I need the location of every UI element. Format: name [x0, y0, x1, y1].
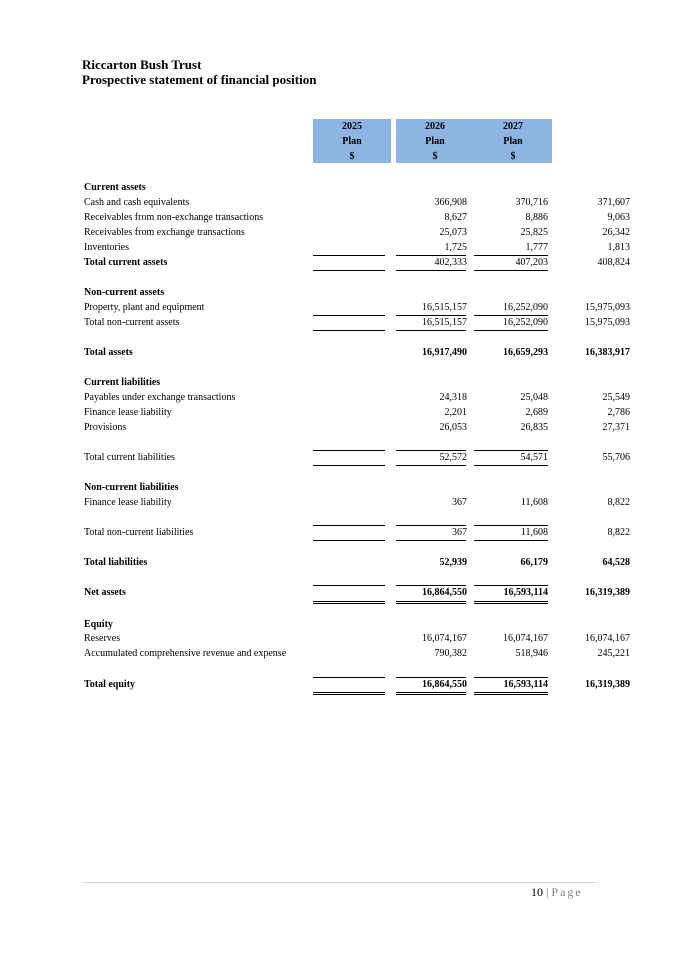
- page-footer: [531, 885, 583, 899]
- double-rule: [396, 601, 466, 602]
- value-2027: 1,813: [607, 242, 630, 253]
- value-2027: 15,975,093: [585, 317, 630, 328]
- page-label: Page: [551, 885, 583, 899]
- value-2025: 24,318: [439, 392, 467, 403]
- row-label: Total assets: [84, 347, 133, 358]
- value-2025: 790,382: [434, 648, 467, 659]
- footer-divider: [82, 882, 597, 883]
- value-2026: 16,593,114: [503, 679, 548, 690]
- value-2025: 367: [452, 497, 467, 508]
- table-row: [84, 496, 630, 510]
- value-2027: 371,607: [597, 197, 630, 208]
- statement-name: Prospective statement of financial position: [82, 72, 317, 87]
- total-row-net-assets: [84, 586, 630, 600]
- section-heading: Non-current liabilities: [84, 482, 179, 493]
- row-label: Receivables from exchange transactions: [84, 227, 245, 238]
- org-name: Riccarton Bush Trust: [82, 57, 202, 72]
- value-2027: 26,342: [602, 227, 630, 238]
- double-rule: [313, 694, 385, 695]
- column-unit: $: [349, 151, 355, 162]
- section-heading-non-current-assets: [84, 286, 554, 300]
- total-rule: [474, 330, 548, 331]
- value-2025: 16,917,490: [422, 347, 467, 358]
- total-row-liabilities: [84, 556, 630, 570]
- row-label: Net assets: [84, 587, 126, 598]
- value-2026: 1,777: [525, 242, 548, 253]
- total-rule: [474, 465, 548, 466]
- row-label: Cash and cash equivalents: [84, 197, 190, 208]
- double-rule: [313, 601, 385, 602]
- value-2026: 8,886: [525, 212, 548, 223]
- total-rule: [313, 540, 385, 541]
- value-2027: 16,319,389: [585, 587, 630, 598]
- double-rule: [396, 692, 466, 693]
- value-2025: 402,333: [434, 257, 467, 268]
- total-row-current-liabilities: [84, 451, 630, 465]
- total-rule: [474, 270, 548, 271]
- double-rule: [474, 603, 548, 604]
- table-row: [84, 632, 630, 646]
- row-label: Reserves: [84, 633, 121, 644]
- value-2027: 408,824: [597, 257, 630, 268]
- table-row: [84, 241, 630, 255]
- section-heading: Current liabilities: [84, 377, 161, 388]
- double-rule: [313, 603, 385, 604]
- value-2026: 518,946: [515, 648, 548, 659]
- total-rule: [313, 330, 385, 331]
- row-label: Inventories: [84, 242, 129, 253]
- total-row-current-assets: [84, 256, 630, 270]
- column-unit: $: [510, 151, 516, 162]
- row-label: Payables under exchange transactions: [84, 392, 236, 403]
- row-label: Total current assets: [84, 257, 168, 268]
- footer-separator: |: [546, 885, 549, 899]
- value-2025: 1,725: [444, 242, 467, 253]
- row-label: Receivables from non-exchange transactions: [84, 212, 264, 223]
- value-2027: 9,063: [607, 212, 630, 223]
- value-2025: 26,053: [439, 422, 467, 433]
- table-row: [84, 301, 630, 315]
- column-unit: $: [432, 151, 438, 162]
- row-label: Finance lease liability: [84, 407, 172, 418]
- value-2027: 64,528: [602, 557, 630, 568]
- value-2026: 16,659,293: [503, 347, 548, 358]
- table-row: [84, 391, 630, 405]
- table-row: [84, 647, 630, 661]
- value-2026: 16,593,114: [503, 587, 548, 598]
- row-label: Property, plant and equipment: [84, 302, 205, 313]
- value-2026: 25,825: [520, 227, 548, 238]
- double-rule: [474, 694, 548, 695]
- column-type: Plan: [503, 136, 523, 147]
- value-2027: 15,975,093: [585, 302, 630, 313]
- value-2025: 16,515,157: [422, 302, 467, 313]
- value-2027: 16,074,167: [585, 633, 630, 644]
- table-row: [84, 211, 630, 225]
- table-row: [84, 406, 630, 420]
- value-2027: 8,822: [607, 527, 630, 538]
- section-heading-equity: [84, 618, 554, 632]
- document-title: [82, 57, 316, 87]
- total-rule: [313, 270, 385, 271]
- row-label: Total non-current liabilities: [84, 527, 194, 538]
- value-2025: 16,864,550: [422, 679, 467, 690]
- value-2027: 25,549: [602, 392, 630, 403]
- total-rule: [396, 465, 466, 466]
- total-row-non-current-liabilities: [84, 526, 630, 540]
- value-2027: 16,383,917: [585, 347, 630, 358]
- row-label: Finance lease liability: [84, 497, 172, 508]
- value-2027: 2,786: [607, 407, 630, 418]
- column-header-2026: [396, 119, 474, 163]
- table-row: [84, 196, 630, 210]
- row-label: Total equity: [84, 679, 136, 690]
- value-2026: 26,835: [520, 422, 548, 433]
- page-number: 10: [531, 885, 543, 899]
- total-rule: [474, 540, 548, 541]
- total-rule: [313, 465, 385, 466]
- section-heading-current-assets: [84, 181, 554, 195]
- value-2026: 16,252,090: [503, 302, 548, 313]
- row-label: Total current liabilities: [84, 452, 175, 463]
- section-heading: Non-current assets: [84, 287, 165, 298]
- total-rule: [396, 270, 466, 271]
- column-year: 2025: [342, 121, 362, 132]
- value-2027: 16,319,389: [585, 679, 630, 690]
- section-heading-non-current-liabilities: [84, 481, 554, 495]
- total-row-non-current-assets: [84, 316, 630, 330]
- column-year: 2026: [425, 121, 445, 132]
- section-heading: Equity: [84, 619, 113, 630]
- double-rule: [313, 692, 385, 693]
- value-2027: 55,706: [602, 452, 630, 463]
- column-header-2025: [313, 119, 391, 163]
- double-rule: [474, 601, 548, 602]
- total-rule: [396, 330, 466, 331]
- column-header-2027: [474, 119, 552, 163]
- row-label: Total liabilities: [84, 557, 148, 568]
- total-row-equity: [84, 678, 630, 692]
- value-2025: 366,908: [434, 197, 467, 208]
- value-2026: 370,716: [515, 197, 548, 208]
- double-rule: [474, 692, 548, 693]
- value-2026: 16,252,090: [503, 317, 548, 328]
- value-2025: 16,515,157: [422, 317, 467, 328]
- value-2025: 2,201: [444, 407, 467, 418]
- value-2027: 8,822: [607, 497, 630, 508]
- row-label: Total non-current assets: [84, 317, 180, 328]
- double-rule: [396, 694, 466, 695]
- value-2026: 54,571: [520, 452, 548, 463]
- column-type: Plan: [342, 136, 362, 147]
- total-rule: [396, 540, 466, 541]
- value-2026: 25,048: [520, 392, 548, 403]
- row-label: Provisions: [84, 422, 127, 433]
- column-type: Plan: [425, 136, 445, 147]
- value-2026: 11,608: [520, 527, 548, 538]
- value-2026: 16,074,167: [503, 633, 548, 644]
- value-2027: 245,221: [597, 648, 630, 659]
- value-2025: 8,627: [444, 212, 467, 223]
- value-2025: 367: [452, 527, 467, 538]
- column-year: 2027: [503, 121, 523, 132]
- value-2025: 25,073: [439, 227, 467, 238]
- table-row: [84, 226, 630, 240]
- total-row-assets: [84, 346, 630, 360]
- double-rule: [396, 603, 466, 604]
- value-2026: 407,203: [515, 257, 548, 268]
- section-heading-current-liabilities: [84, 376, 554, 390]
- section-heading: Current assets: [84, 182, 146, 193]
- row-label: Accumulated comprehensive revenue and expense: [84, 648, 287, 659]
- value-2026: 66,179: [520, 557, 548, 568]
- value-2027: 27,371: [602, 422, 630, 433]
- value-2025: 16,864,550: [422, 587, 467, 598]
- value-2025: 52,939: [439, 557, 467, 568]
- value-2026: 11,608: [520, 497, 548, 508]
- value-2025: 52,572: [439, 452, 467, 463]
- value-2025: 16,074,167: [422, 633, 467, 644]
- value-2026: 2,689: [525, 407, 548, 418]
- table-row: [84, 421, 630, 435]
